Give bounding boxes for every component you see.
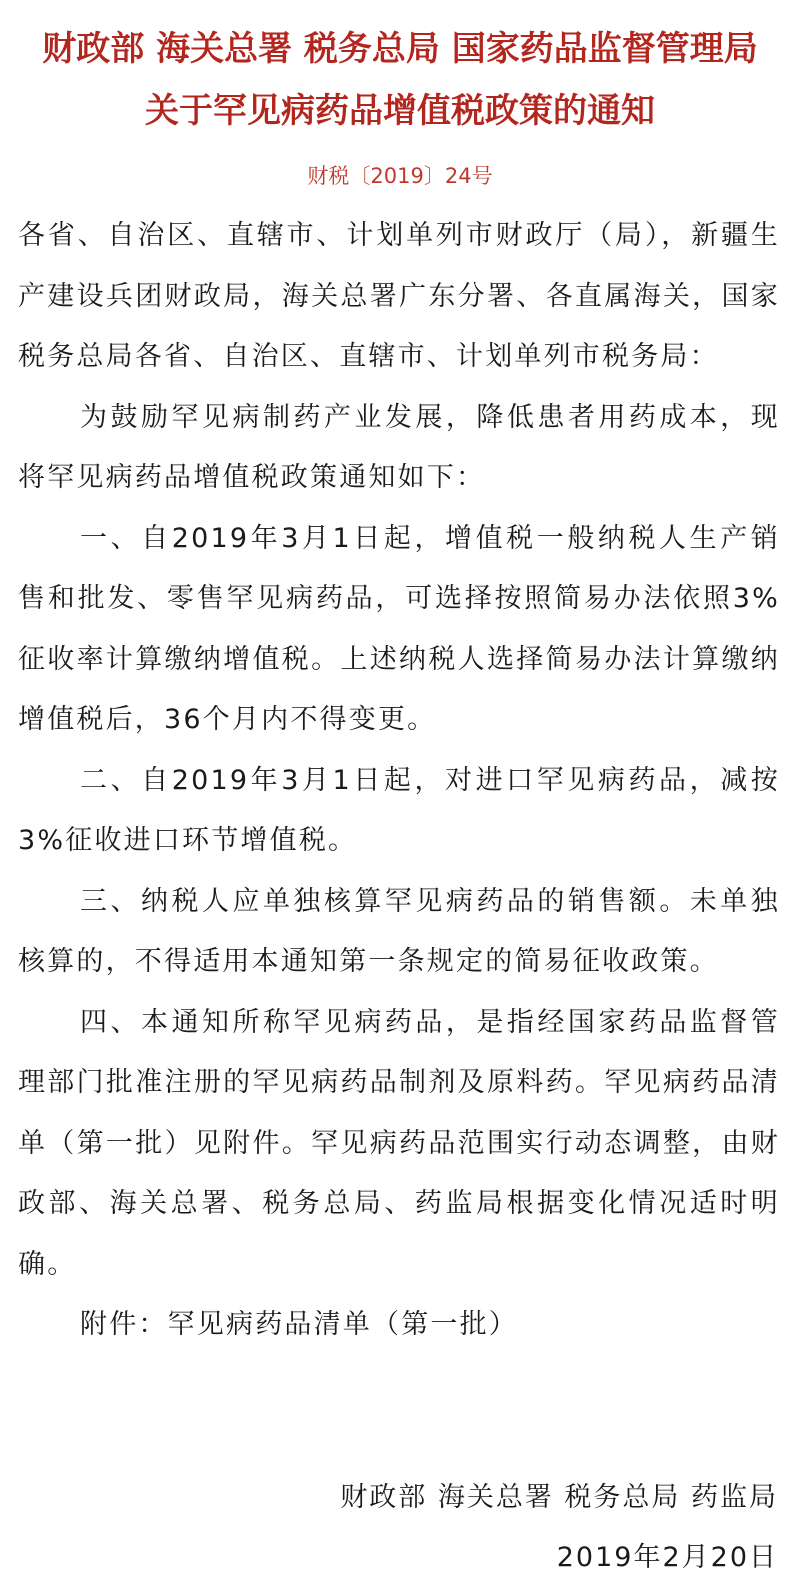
document-number: 财税〔2019〕24号 (307, 164, 493, 188)
attachment-line: 附件：罕见病药品清单（第一批） (80, 1309, 518, 1340)
paragraph-clause-1: 一、自2019年3月1日起，增值税一般纳税人生产销售和批发、零售罕见病药品，可选择按照简易办法依照3%征收率计算缴纳增值税。上述纳税人选择简易办法计算缴纳增值税后，36个月内不得变更。 (18, 522, 780, 735)
paragraph-clause-2: 二、自2019年3月1日起，对进口罕见病药品，减按3%征收进口环节增值税。 (18, 764, 780, 856)
document-body (18, 206, 780, 1356)
issue-date: 2019年2月20日 (556, 1542, 778, 1573)
paragraph-clause-3: 三、纳税人应单独核算罕见病药品的销售额。未单独核算的，不得适用本通知第一条规定的简易征收政策。 (18, 885, 780, 977)
paragraph-clause-4: 四、本通知所称罕见病药品，是指经国家药品监督管理部门批准注册的罕见病药品制剂及原料药。罕见病药品清单（第一批）见附件。罕见病药品范围实行动态调整，由财政部、海关总署、税务总局、药监局根据变化情况适时明确。 (18, 1006, 780, 1280)
addressee: 各省、自治区、直辖市、计划单列市财政厅（局），新疆生产建设兵团财政局，海关总署广东分署、各直属海关，国家税务总局各省、自治区、直辖市、计划单列市税务局： (18, 220, 780, 372)
paragraph-intro: 为鼓励罕见病制药产业发展，降低患者用药成本，现将罕见病药品增值税政策通知如下： (18, 401, 780, 493)
signature-block (340, 1468, 778, 1588)
title-line-2: 关于罕见病药品增值税政策的通知 (145, 91, 655, 131)
title-line-1: 财政部 海关总署 税务总局 国家药品监督管理局 (42, 29, 758, 69)
issuing-authorities: 财政部 海关总署 税务总局 药监局 (340, 1482, 778, 1513)
document-title (0, 18, 800, 142)
